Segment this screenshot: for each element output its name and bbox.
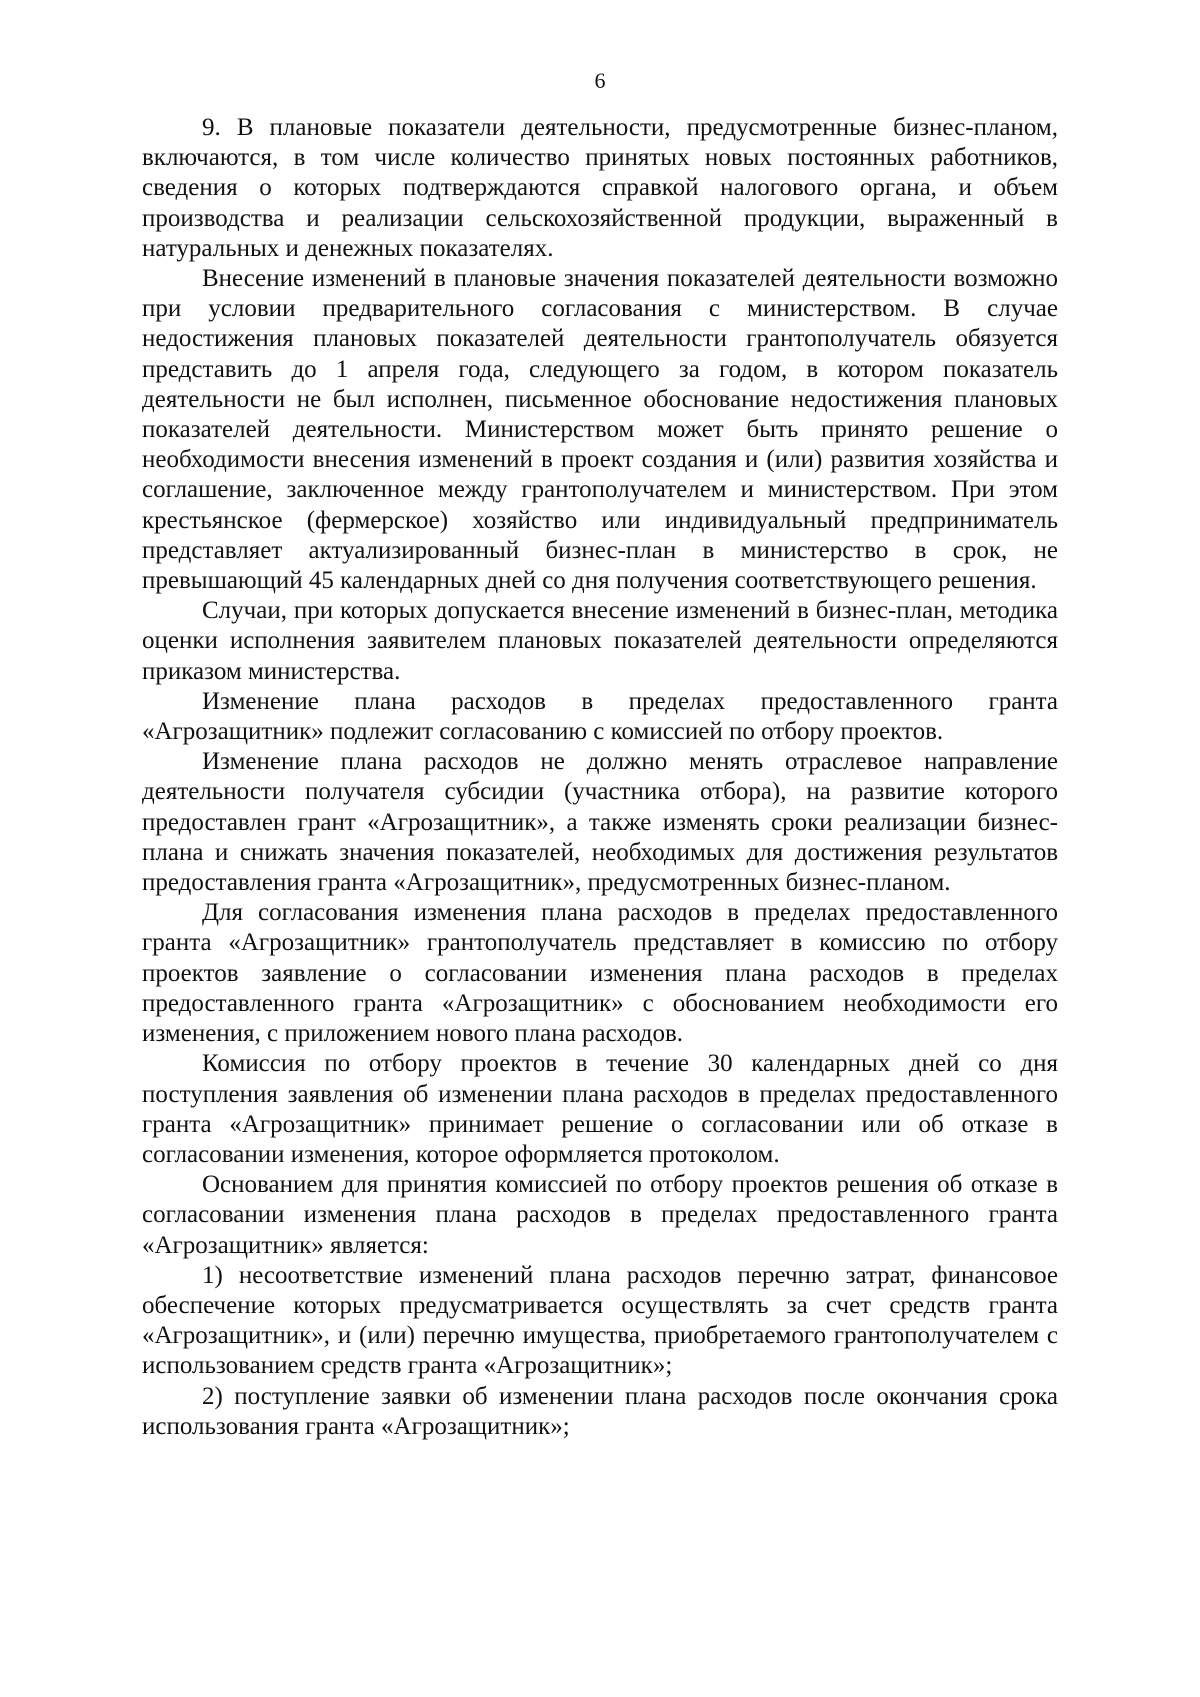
document-body [142,113,1058,1442]
page-number: 6 [594,68,606,93]
paragraph-refusal-grounds: Основанием для принятия комиссией по отбору проектов решения об отказе в согласовании изменения плана расходов в пределах предоставленного гранта «Агрозащитник» является: [142,1171,1058,1259]
paragraph-change-cases: Случаи, при которых допускается внесение изменений в бизнес-план, методика оценки исполнения заявителем плановых показателей деятельности определяются приказом министерства. [142,597,1058,685]
paragraph-approval-request: Для согласования изменения плана расходов в пределах предоставленного гранта «Агрозащитник» грантополучатель представляет в комиссию по отбору проектов заявление о согласовании изменения плана расходов в пределах предоставленного гранта «Агрозащитник» с обоснованием необходимости его изменения, с приложением нового плана расходов. [142,899,1058,1048]
paragraph-expense-plan-restrictions: Изменение плана расходов не должно менять отраслевое направление деятельности получателя субсидии (участника отбора), на развитие которого предоставлен грант «Агрозащитник», а также изменять сроки реализации бизнес-плана и снижать значения показателей, необходимых для достижения результатов предоставления гранта «Агрозащитник», предусмотренных бизнес-планом. [142,748,1058,897]
list-item-2: 2) поступление заявки об изменении плана расходов после окончания срока использования гранта «Агрозащитник»; [142,1382,1058,1440]
list-item-1: 1) несоответствие изменений плана расходов перечню затрат, финансовое обеспечение которых предусматривается осуществлять за счет средств гранта «Агрозащитник», и (или) перечню имущества, приобретаемого грантополучателем с использованием средств гранта «Агрозащитник»; [142,1261,1058,1380]
paragraph-commission-decision: Комиссия по отбору проектов в течение 30 календарных дней со дня поступления заявления об изменении плана расходов в пределах предоставленного гранта «Агрозащитник» принимает решение о согласовании или об отказе в согласовании изменения, которое оформляется протоколом. [142,1050,1058,1168]
paragraph-expense-plan-approval: Изменение плана расходов в пределах предоставленного гранта «Агрозащитник» подлежит согласованию с комиссией по отбору проектов. [142,687,1058,746]
paragraph-9: 9. В плановые показатели деятельности, предусмотренные бизнес-планом, включаются, в том числе количество принятых новых постоянных работников, сведения о которых подтверждаются справкой налогового органа, и объем производства и реализации сельскохозяйственной продукции, выраженный в натуральных и денежных показателях. [142,114,1058,262]
paragraph-plan-changes: Внесение изменений в плановые значения показателей деятельности возможно при условии предварительного согласования с министерством. В случае недостижения плановых показателей деятельности грантополучатель обязуется представить до 1 апреля года, следующего за годом, в котором показатель деятельности не был исполнен, письменное обоснование недостижения плановых показателей деятельности. Министерством может быть принято решение о необходимости внесения изменений в проект создания и (или) развития хозяйства и соглашение, заключенное между грантополучателем и министерством. При этом крестьянское (фермерское) хозяйство или индивидуальный предприниматель представляет актуализированный бизнес-план в министерство в срок, не превышающий 45 календарных дней со дня получения соответствующего решения. [142,265,1058,595]
